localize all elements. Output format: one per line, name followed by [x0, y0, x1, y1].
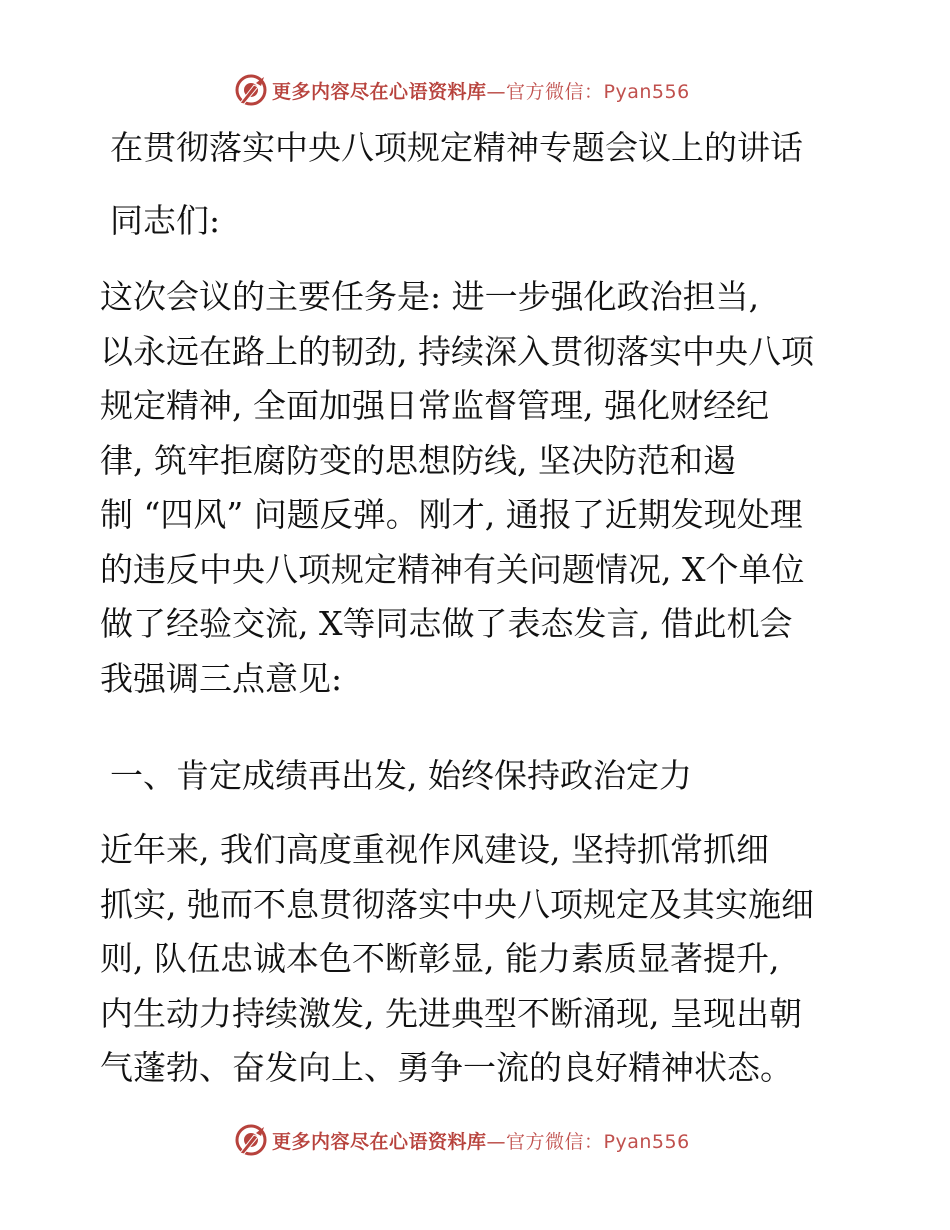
banner-wechat: 官方微信：Pyan556 [506, 80, 690, 103]
paragraph-section-1 [100, 823, 860, 1096]
header-banner [234, 72, 690, 108]
paragraph-line: 我强调三点意见: [100, 658, 343, 698]
paragraph-line: 的违反中央八项规定精神有关问题情况, X个单位 [100, 549, 805, 589]
banner-dash: — [486, 80, 507, 103]
footer-banner [234, 1122, 690, 1158]
paragraph-line: 内生动力持续激发, 先进典型不断涌现, 呈现出朝 [100, 993, 802, 1033]
banner-text [272, 77, 690, 104]
banner-wechat: 官方微信：Pyan556 [506, 1130, 690, 1153]
paragraph-line: 做了经验交流, X等同志做了表态发言, 借此机会 [100, 604, 793, 643]
paragraph-line: 制 “四风” 问题反弹。刚才, 通报了近期发现处理 [100, 495, 803, 534]
paragraph-line: 抓实, 弛而不息贯彻落实中央八项规定及其实施细 [100, 884, 814, 924]
paragraph-line: 规定精神, 全面加强日常监督管理, 强化财经纪 [100, 386, 769, 425]
paragraph-line: 以永远在路上的韧劲, 持续深入贯彻落实中央八项 [100, 331, 814, 371]
banner-dash: — [486, 1130, 507, 1153]
salutation: 同志们: [110, 201, 221, 240]
paragraph-line: 则, 队伍忠诚本色不断彰显, 能力素质显著提升, [100, 939, 780, 978]
paragraph-line: 近年来, 我们高度重视作风建设, 坚持抓常抓细 [100, 830, 769, 869]
document-title: 在贯彻落实中央八项规定精神专题会议上的讲话 [110, 128, 803, 167]
banner-text [272, 1127, 690, 1154]
paragraph-intro [100, 270, 860, 706]
paragraph-line: 这次会议的主要任务是: 进一步强化政治担当, [100, 277, 760, 316]
banner-site-name: 更多内容尽在心语资料库 [272, 80, 487, 103]
banner-site-name: 更多内容尽在心语资料库 [272, 1130, 487, 1153]
paragraph-line: 气蓬勃、奋发向上、勇争一流的良好精神状态。 [100, 1048, 793, 1087]
section-heading-1: 一、肯定成绩再出发, 始终保持政治定力 [110, 756, 692, 795]
quill-circle-logo-icon [234, 1123, 268, 1157]
quill-circle-logo-icon [234, 73, 268, 107]
paragraph-line: 律, 筑牢拒腐防变的思想防线, 坚决防范和遏 [100, 440, 736, 480]
